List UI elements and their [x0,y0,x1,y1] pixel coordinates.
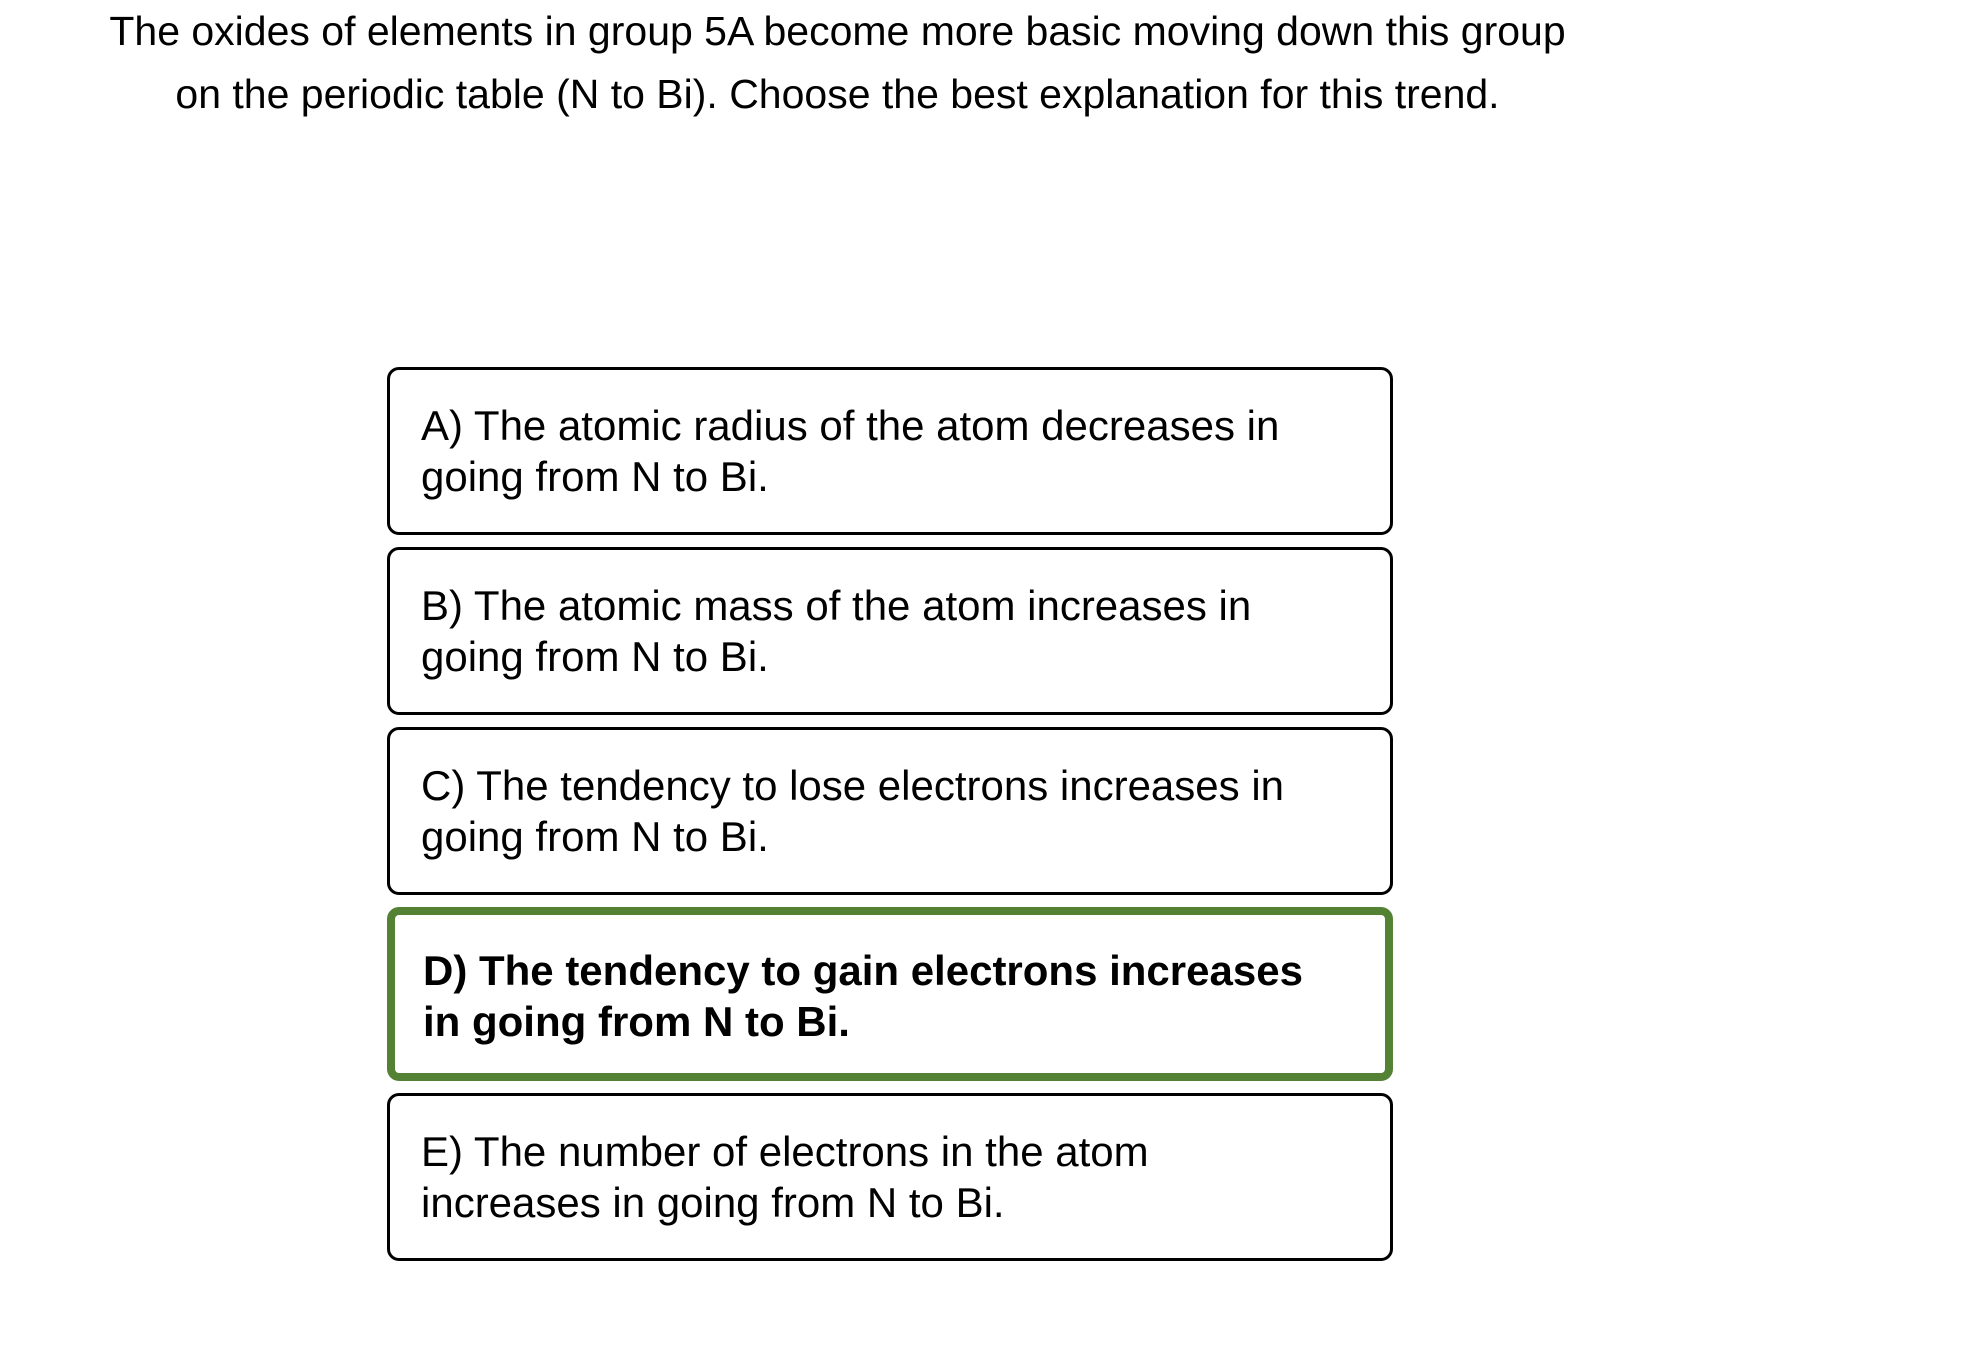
option-c-line-1: C) The tendency to lose electrons increases in [421,762,1285,809]
option-a-line-2: going from N to Bi. [421,453,769,500]
option-d-line-2: in going from N to Bi. [423,998,850,1045]
option-c-line-2: going from N to Bi. [421,813,769,860]
option-b-line-1: B) The atomic mass of the atom increases in [421,582,1252,629]
option-b-line-2: going from N to Bi. [421,633,769,680]
option-e[interactable] [387,1093,1393,1261]
answer-options [387,367,1393,1273]
option-e-line-1: E) The number of electrons in the atom [421,1128,1149,1175]
option-d-line-1: D) The tendency to gain electrons increases [423,947,1303,994]
option-a[interactable] [387,367,1393,535]
question-line-2: on the periodic table (N to Bi). Choose the best explanation for this trend. [175,71,1500,117]
option-c[interactable] [387,727,1393,895]
option-e-line-2: increases in going from N to Bi. [421,1179,1005,1226]
option-a-line-1: A) The atomic radius of the atom decreases in [421,402,1280,449]
question-line-1: The oxides of elements in group 5A become more basic moving down this group [109,8,1566,54]
question-text [0,0,1675,126]
option-b[interactable] [387,547,1393,715]
option-d-selected[interactable] [387,907,1393,1081]
